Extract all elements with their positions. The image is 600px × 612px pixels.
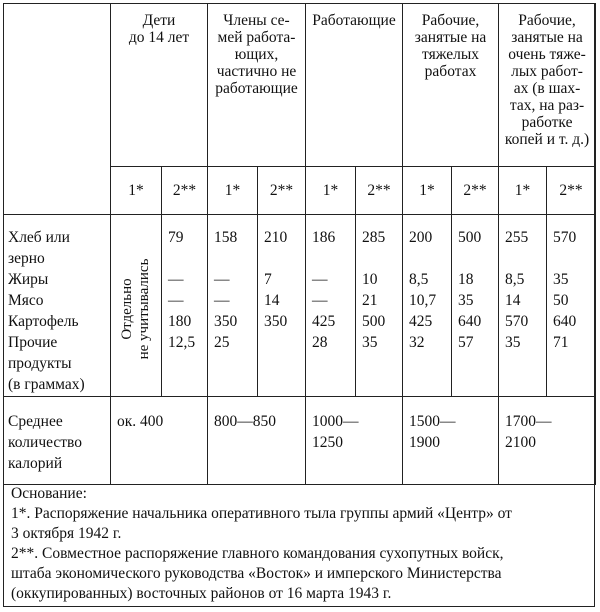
ration-column [499, 215, 547, 397]
subheader-cell: 2** [356, 167, 403, 215]
calories-label: калорий [8, 455, 63, 472]
ration-value: 50 [553, 292, 569, 309]
calories-value: 1250 [312, 434, 343, 451]
subheader-cell: 2** [162, 167, 208, 215]
calories-value: 1000— [312, 413, 359, 430]
row-label: Хлеб или [8, 229, 70, 246]
ration-value: — [168, 271, 184, 288]
calories-value: 1500— [409, 413, 456, 430]
ration-value: 500 [458, 229, 482, 246]
col-header-family-members: Члены се- мей работа- ющих, частично не работающие [208, 4, 306, 167]
ration-value: 640 [458, 313, 482, 330]
ration-value: 28 [312, 334, 328, 351]
ration-value: 7 [264, 271, 272, 288]
col-header-children: Дети до 14 лет [111, 4, 208, 167]
row-label: Картофель [8, 313, 79, 330]
footnote-line: штаба экономического руководства «Восток» и имперского Министерства [11, 565, 502, 582]
ration-value: — [214, 271, 230, 288]
ration-value: 425 [409, 313, 433, 330]
calories-value: 1900 [409, 434, 440, 451]
children-not-counted-note: Отдельно не учитывались [119, 258, 152, 360]
children-ration-col-2 [162, 215, 208, 397]
footnote-line: (оккупированных) восточных районов от 16 марта 1943 г. [11, 585, 392, 602]
calories-value: 800—850 [214, 413, 276, 430]
children-not-counted-cell [111, 215, 162, 397]
footnotes-title: Основание: [11, 485, 87, 502]
row-labels-cell [4, 215, 111, 397]
ration-value: 186 [312, 229, 336, 246]
ration-value [505, 248, 546, 269]
ration-column [356, 215, 403, 397]
footnote-line: 3 октября 1942 г. [11, 525, 122, 542]
calories-value: 1700— [505, 413, 552, 430]
row-label: Прочие [8, 334, 58, 351]
calories-value-children [111, 397, 208, 485]
subheader-cell: 1* [306, 167, 356, 215]
ration-column [547, 215, 596, 397]
ration-value: 350 [214, 313, 238, 330]
subheader-cell: 1* [499, 167, 547, 215]
calories-value: ок. 400 [117, 413, 164, 430]
calories-value-heavy [403, 397, 499, 485]
row-label: (в граммах) [8, 376, 85, 393]
calories-value-very-heavy [499, 397, 596, 485]
ration-value [458, 248, 498, 269]
row-label: продукты [8, 355, 72, 372]
ration-value [214, 248, 257, 269]
footnotes-block [3, 478, 595, 607]
ration-value: 35 [505, 334, 521, 351]
subheader-cell: 1* [208, 167, 258, 215]
ration-value: 79 [168, 229, 184, 246]
calories-value [214, 432, 305, 453]
ration-value: 18 [458, 271, 474, 288]
ration-value: — [312, 271, 328, 288]
corner-cell [4, 4, 111, 215]
ration-value: 200 [409, 229, 433, 246]
subheader-cell: 2** [547, 167, 596, 215]
ration-value: 25 [214, 334, 230, 351]
subheader-cell: 2** [258, 167, 306, 215]
ration-value: — [214, 292, 230, 309]
calories-label-cell [4, 397, 111, 485]
ration-column [208, 215, 258, 397]
ration-value: 14 [264, 292, 280, 309]
ration-value: 8,5 [409, 271, 429, 288]
ration-value: 640 [553, 313, 577, 330]
ration-value: 570 [505, 313, 529, 330]
ration-column [258, 215, 306, 397]
calories-row [4, 397, 596, 485]
calories-value-family [208, 397, 306, 485]
ration-value [312, 248, 355, 269]
ration-value: 8,5 [505, 271, 525, 288]
ration-value [553, 248, 595, 269]
ration-value [168, 248, 207, 269]
ration-value: — [168, 292, 184, 309]
subheader-cell: 2** [452, 167, 499, 215]
rations-row [4, 215, 596, 397]
ration-value: 210 [264, 229, 288, 246]
ration-column [403, 215, 452, 397]
ration-value: 21 [362, 292, 378, 309]
row-label: Мясо [8, 292, 44, 309]
row-label: зерно [8, 250, 45, 267]
ration-value: 570 [553, 229, 577, 246]
ration-value: 10,7 [409, 292, 437, 309]
ration-value: 180 [168, 313, 192, 330]
calories-label: количество [8, 434, 82, 451]
ration-value: 350 [264, 313, 288, 330]
ration-value: 57 [458, 334, 474, 351]
ration-value: 500 [362, 313, 386, 330]
calories-value [117, 432, 207, 453]
footnote-line: 1*. Распоряжение начальника оперативного тыла группы армий «Центр» от [11, 505, 512, 522]
ration-value: 32 [409, 334, 425, 351]
calories-label: Среднее [8, 413, 63, 430]
ration-value [362, 248, 402, 269]
col-header-very-heavy-labor: Рабочие, занятые на очень тяже- лых работ- ах (в шах- тах, на раз- работке копей и т. д.) [499, 4, 596, 167]
calories-value-workers [306, 397, 403, 485]
ration-value: 158 [214, 229, 238, 246]
footnote-line: 2**. Совместное распоряжение главного командования сухопутных войск, [11, 545, 504, 562]
ration-value: 255 [505, 229, 529, 246]
ration-value: 14 [505, 292, 521, 309]
ration-value [264, 248, 305, 269]
col-header-workers: Работающие [306, 4, 403, 167]
column-header-row [4, 4, 596, 167]
ration-value: 10 [362, 271, 378, 288]
row-label: Жиры [8, 271, 49, 288]
ration-value [264, 332, 305, 353]
ration-value: 35 [458, 292, 474, 309]
subheader-cell: 1* [403, 167, 452, 215]
calories-value: 2100 [505, 434, 537, 451]
subheader-cell: 1* [111, 167, 162, 215]
ration-value: 35 [362, 334, 378, 351]
ration-value [409, 248, 451, 269]
ration-column [452, 215, 499, 397]
ration-column [306, 215, 356, 397]
ration-value: — [312, 292, 328, 309]
ration-value: 285 [362, 229, 386, 246]
col-header-heavy-labor: Рабочие, занятые на тяжелых работах [403, 4, 499, 167]
ration-value: 35 [553, 271, 569, 288]
ration-value: 71 [553, 334, 569, 351]
ration-value: 425 [312, 313, 336, 330]
ration-value: 12,5 [168, 334, 196, 351]
ration-table [3, 3, 596, 485]
